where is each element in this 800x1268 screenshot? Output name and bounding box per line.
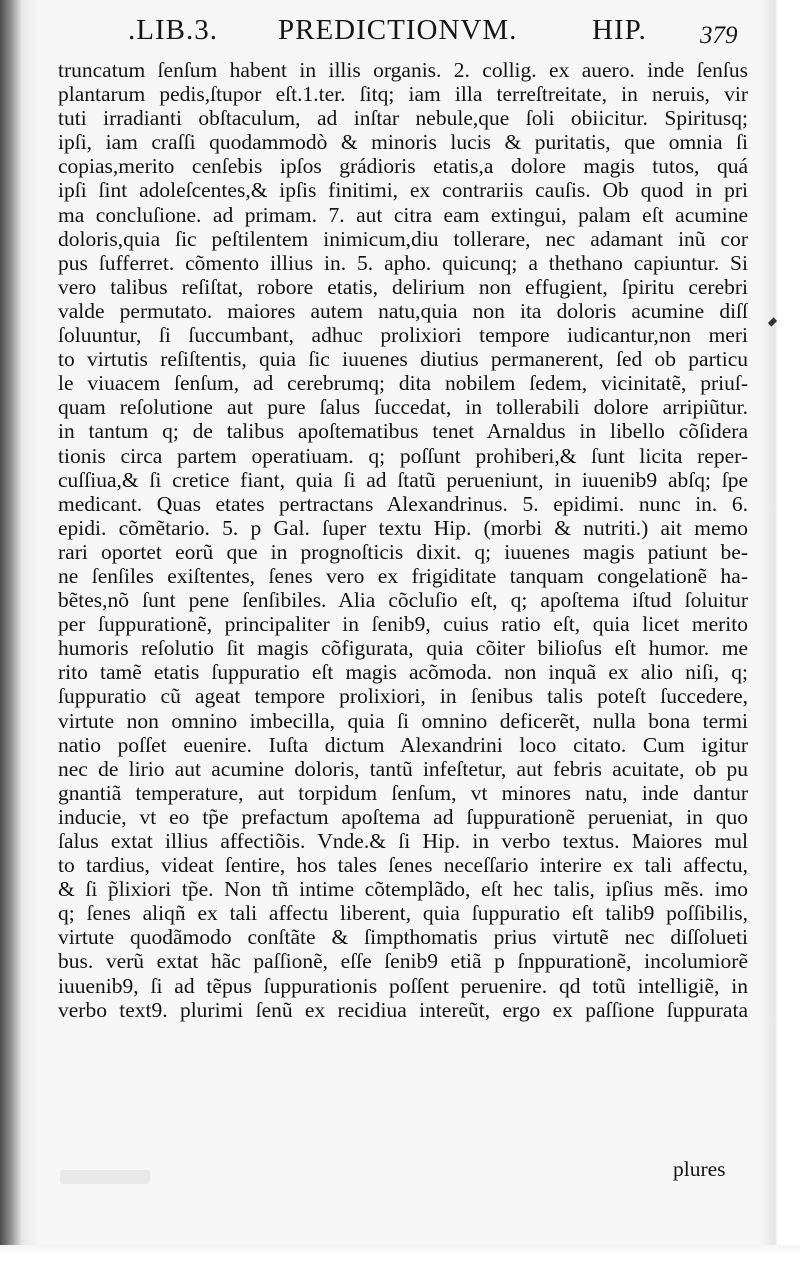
main-text-block <box>58 58 748 1022</box>
running-header <box>60 8 760 48</box>
text-line: quam reſolutione aut pure ſalus ſuccedat, in tollerabili dolore arripiũtur. <box>58 395 748 420</box>
text-line: virtute non omnino imbecilla, quia ſi omnino deficerẽt, nulla bona termi <box>58 708 748 733</box>
text-line: gnantiã temperature, aut torpidum ſenſum, vt minores natu, inde dantur <box>58 780 748 805</box>
text-line: copias,merito cenſebis ipſos grádioris etatis,a dolore magis tutos, quá <box>58 154 748 179</box>
text-line: bus. verũ extat hãc paſſionẽ, eſſe ſenib9 etiã p ſnppurationẽ, incolumiorẽ <box>58 949 748 974</box>
text-line: in tantum q; de talibus apoſtematibus tenet Arnaldus in libello cõſidera <box>58 419 748 444</box>
text-line: bẽtes,nõ ſunt pene ſenſibiles. Alia cõcluſio eſt, q; apoſtema iſtud ſoluitur <box>58 588 748 613</box>
text-line: vero talibus reſiſtat, robore etatis, delirium non effugient, ſpiritu cerebri <box>58 274 748 299</box>
text-line: doloris,quia ſic peſtilentem inimicum,diu tollerare, nec adamant inũ cor <box>58 226 748 251</box>
text-line: tuti irradianti obſtaculum, ad inſtar nebule,que ſoli obiicitur. Spiritusq; <box>58 106 748 131</box>
text-line: le viuacem ſenſum, ad cerebrumq; dita nobilem ſedem, vicinitatẽ, priuſ- <box>58 371 748 396</box>
text-line: virtute quodãmodo conſtãte & ſimpthomatis prius virtutẽ nec diſſolueti <box>58 925 748 950</box>
text-line: ipſi ſint adoleſcentes,& ipſis finitimi, ex contrariis cauſis. Ob quod in pri <box>58 178 748 203</box>
text-line: cuſſiua,& ſi cretice fiant, quia ſi ad ſtatũ perueniunt, in iuuenib9 abſq; ſpe <box>58 467 748 492</box>
text-line: epidi. cõmẽtario. 5. p Gal. ſuper textu Hip. (morbi & nutriti.) ait memo <box>58 515 748 540</box>
text-line: ſalus extat illius affectiõis. Vnde.& ſi Hip. in verbo textus. Maiores mul <box>58 829 748 853</box>
text-line: ſoluuntur, ſi ſuccumbant, adhuc prolixiori tempore iudicantur,non meri <box>58 323 748 348</box>
text-line: iuuenib9, ſi ad tẽpus ſuppurationis poſſent peruenire. qd totũ intelligiẽ, in <box>58 973 748 998</box>
header-book-label: .LIB.3. <box>128 14 218 46</box>
text-line: ipſi, iam craſſi quodammodò & minoris lucis & puritatis, que omnia ſi <box>58 130 748 155</box>
text-line: valde permutato. maiores autem natu,quia non ita doloris acumine diſſ <box>58 298 748 323</box>
text-line: natio poſſet euenire. Iuſta dictum Alexandrini loco citato. Cum igitur <box>58 732 748 757</box>
text-line: pus ſufferret. cõmento illius in. 5. apho. quicunq; a thethano capiuntur. Si <box>58 250 748 275</box>
text-line: ma concluſione. ad primam. 7. aut citra eam extingui, palam eſt acumine <box>58 202 748 227</box>
text-line: rito tamẽ etatis ſuppuratio eſt magis acõmoda. non inquã ex alio niſi, q; <box>58 660 748 685</box>
text-line: medicant. Quas etates pertractans Alexandrinus. 5. epidimi. nunc in. 6. <box>58 491 748 516</box>
bleed-through-mark <box>60 1170 150 1184</box>
text-line: rari oportet eorũ que in prognoſticis dixit. q; iuuenes magis patiunt be- <box>58 539 748 564</box>
text-line: q; ſenes aliqñ ex tali affectu liberent, quia ſuppuratio eſt talib9 poſſibilis, <box>58 901 748 926</box>
text-line: to tardius, videat ſentire, hos tales ſenes neceſſario interire ex tali affectu, <box>58 853 748 878</box>
text-line: per ſuppurationẽ, principaliter in ſenib9, cuius ratio eſt, quia licet merito <box>58 612 748 637</box>
text-line: ne ſenſiles exiſtentes, ſenes vero ex frigiditate tanquam congelationẽ ha- <box>58 563 748 588</box>
catchword: plures <box>673 1157 726 1181</box>
header-title: PREDICTIONVM. <box>278 14 518 46</box>
text-line: tionis circa partem operatiuam. q; poſſunt prohiberi,& ſunt licita reper- <box>58 443 748 468</box>
text-line: plantarum pedis,ſtupor eſt.1.ter. ſitq; iam illa terreſtreitate, in neruis, vir <box>58 82 748 107</box>
text-line: nec de lirio aut acumine doloris, tantũ infeſtetur, aut febris acuitate, ob pu <box>58 756 748 781</box>
header-author: HIP. <box>592 14 647 46</box>
text-line: humoris reſolutio ſit magis cõfigurata, quia cõiter bilioſus eſt humor. me <box>58 636 748 661</box>
text-line: verbo text9. plurimi ſenũ ex recidiua intereũt, ergo ex paſſione ſuppurata <box>58 997 748 1022</box>
text-line: truncatum ſenſum habent in illis organis. 2. collig. ex auero. inde ſenſus <box>58 58 748 82</box>
text-line: to virtutis reſiſtentis, quia ſic iuuenes diutius permanerent, ſed ob particu <box>58 347 748 372</box>
page-number: 379 <box>700 22 738 49</box>
page-bottom-edge <box>0 1245 800 1268</box>
text-line: ſuppuratio cũ ageat tempore prolixiori, in ſenibus talis poteſt ſuccedere, <box>58 684 748 709</box>
text-line: inducie, vt eo tp̃e prefactum apoſtema ad ſuppurationẽ perueniat, in quo <box>58 804 748 829</box>
text-line: & ſi p̃lixiori tp̃e. Non tñ intime cõtemplãdo, eſt hec talis, ipſius mẽs. imo <box>58 877 748 902</box>
